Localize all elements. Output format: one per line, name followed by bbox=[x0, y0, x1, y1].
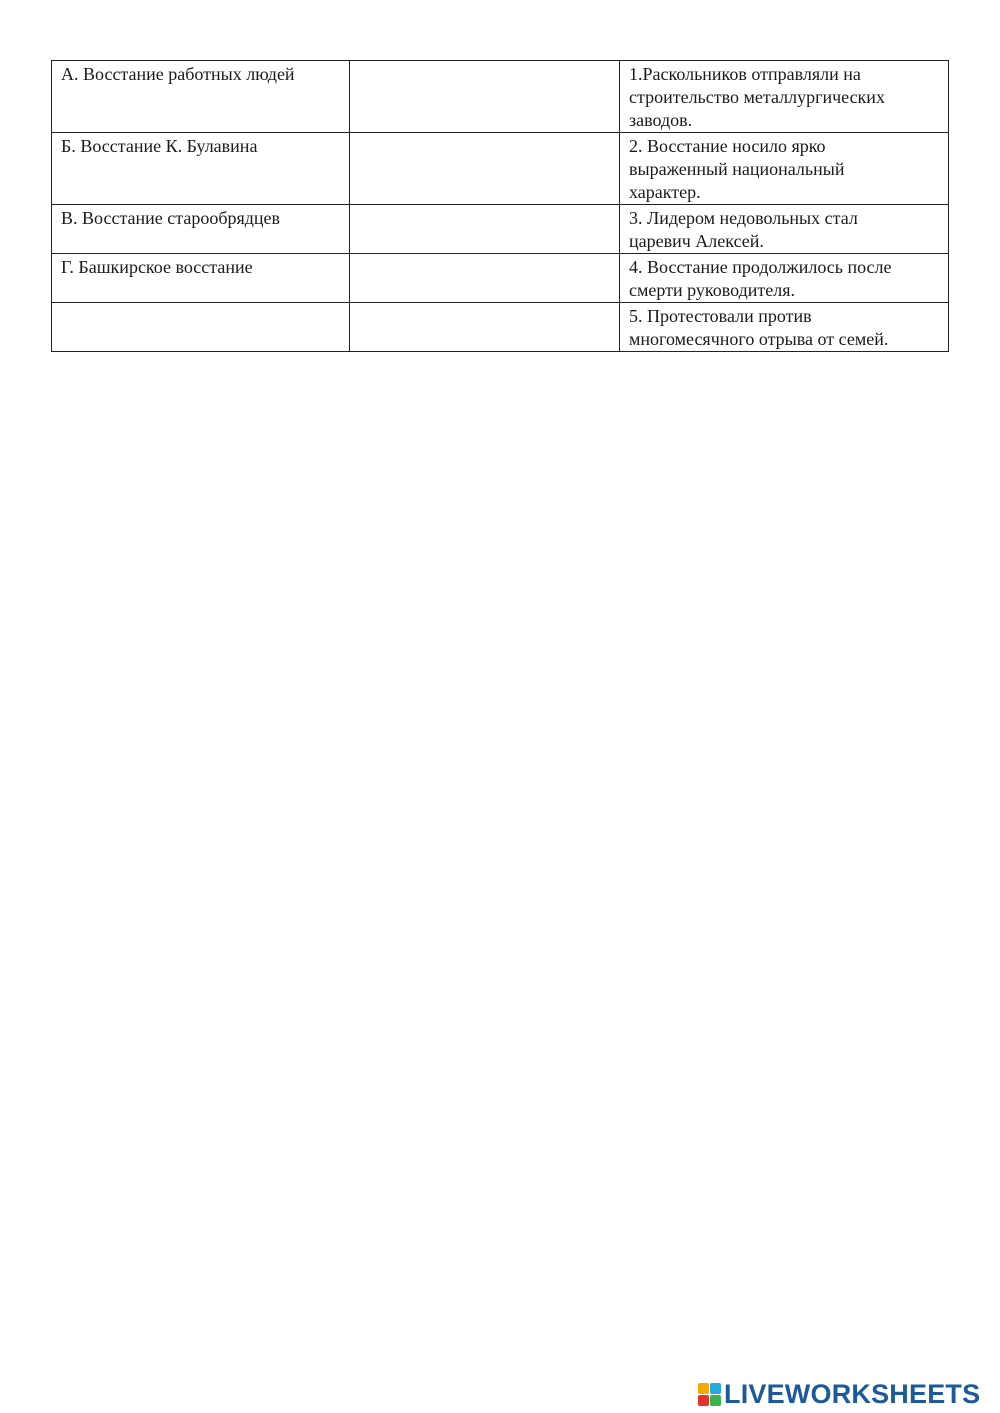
statement-cell bbox=[620, 254, 949, 303]
table-row bbox=[52, 254, 949, 303]
answer-cell[interactable] bbox=[350, 205, 620, 254]
uprising-cell bbox=[52, 303, 350, 352]
statement-line: смерти руководителя. bbox=[629, 280, 795, 300]
statement-line: 5. Протестовали против bbox=[629, 306, 812, 326]
table-row bbox=[52, 205, 949, 254]
statement-cell bbox=[620, 205, 949, 254]
uprising-cell bbox=[52, 133, 350, 205]
table-row bbox=[52, 303, 949, 352]
statement-cell bbox=[620, 133, 949, 205]
uprising-cell bbox=[52, 254, 350, 303]
statement-line: 2. Восстание носило ярко bbox=[629, 136, 826, 156]
statement-cell bbox=[620, 61, 949, 133]
uprising-label: Г. Башкирское восстание bbox=[61, 257, 253, 277]
answer-cell[interactable] bbox=[350, 61, 620, 133]
uprising-label: А. Восстание работных людей bbox=[61, 64, 295, 84]
table-row bbox=[52, 133, 949, 205]
table-row bbox=[52, 61, 949, 133]
statement-line: заводов. bbox=[629, 110, 693, 130]
statement-line: 4. Восстание продолжилось после bbox=[629, 257, 892, 277]
logo-text: LIVEWORKSHEETS bbox=[724, 1379, 981, 1409]
statement-line: выраженный национальный bbox=[629, 159, 845, 179]
statement-line: многомесячного отрыва от семей. bbox=[629, 329, 889, 349]
answer-cell[interactable] bbox=[350, 254, 620, 303]
answer-cell[interactable] bbox=[350, 133, 620, 205]
statement-line: царевич Алексей. bbox=[629, 231, 764, 251]
matching-table bbox=[51, 60, 949, 352]
uprising-cell bbox=[52, 61, 350, 133]
statement-cell bbox=[620, 303, 949, 352]
uprising-label: Б. Восстание К. Булавина bbox=[61, 136, 258, 156]
liveworksheets-logo-icon bbox=[698, 1383, 721, 1406]
liveworksheets-logo bbox=[698, 1378, 980, 1410]
answer-cell[interactable] bbox=[350, 303, 620, 352]
statement-line: характер. bbox=[629, 182, 701, 202]
statement-line: 1.Раскольников отправляли на bbox=[629, 64, 861, 84]
statement-line: строительство металлургических bbox=[629, 87, 885, 107]
statement-line: 3. Лидером недовольных стал bbox=[629, 208, 858, 228]
uprising-label: В. Восстание старообрядцев bbox=[61, 208, 281, 228]
uprising-cell bbox=[52, 205, 350, 254]
